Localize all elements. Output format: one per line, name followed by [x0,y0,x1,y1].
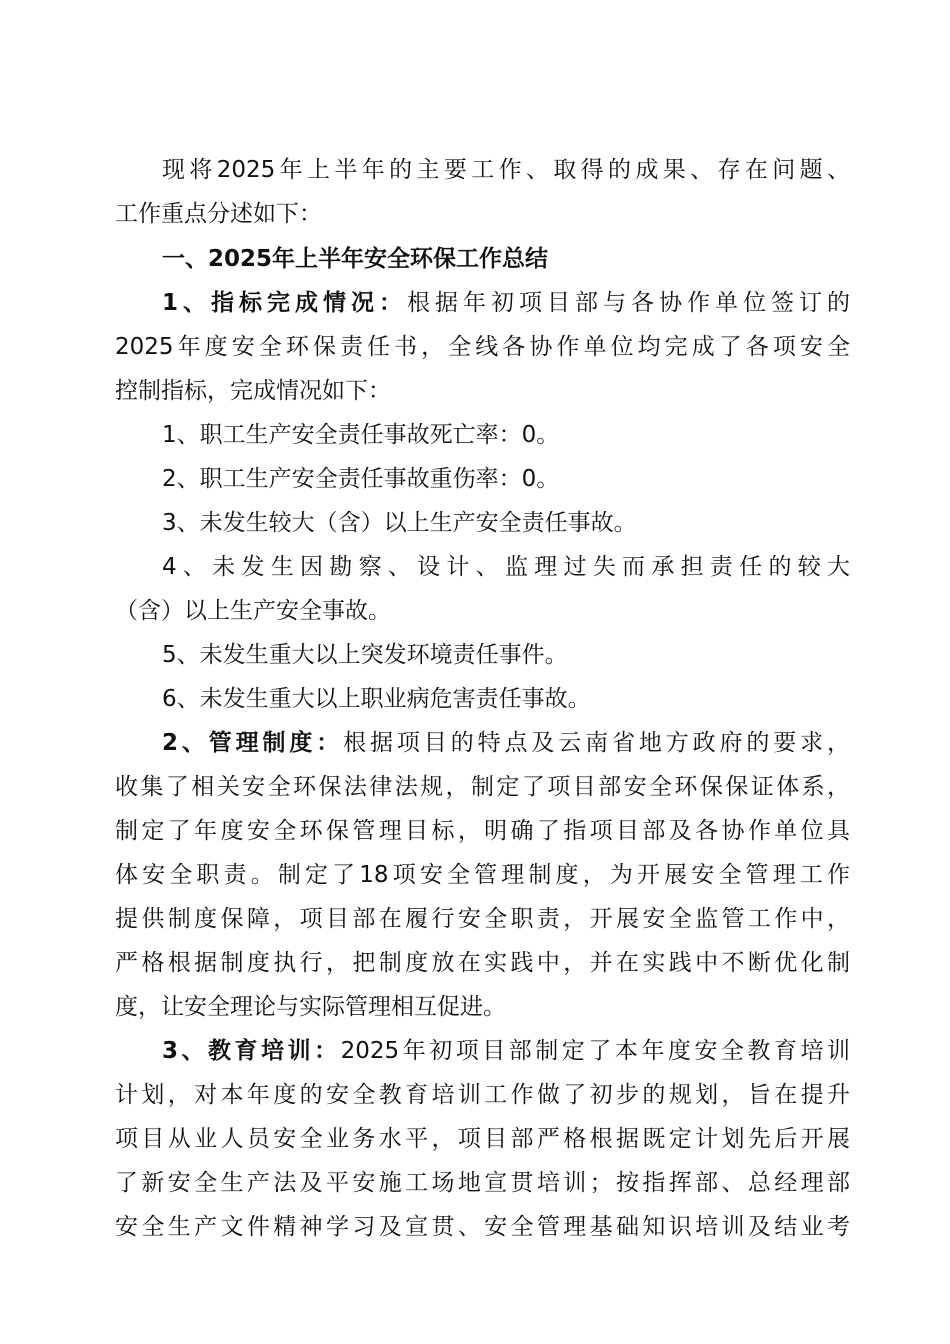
intro-line-1: 现将2025年上半年的主要工作、取得的成果、存在问题、 [162,157,850,183]
section1-line-2: 2025年度安全环保责任书，全线各协作单位均完成了各项安全 [115,334,850,360]
section2-line-1 [162,721,850,765]
list-item-4-cont: （含）以上生产安全事故。 [115,598,391,624]
list-item-1: 1、职工生产安全责任事故死亡率：0。 [162,422,560,448]
section2-line-1-text: 根据项目的特点及云南省地方政府的要求， [343,730,850,756]
section2-line-6: 严格根据制度执行，把制度放在实践中，并在实践中不断优化制 [115,950,850,976]
section1-line-1 [162,281,850,325]
section3-line-3: 项目从业人员安全业务水平，项目部严格根据既定计划先后开展 [115,1126,850,1152]
section3-line-2: 计划，对本年度的安全教育培训工作做了初步的规划，旨在提升 [115,1082,850,1108]
section1-line-3: 控制指标，完成情况如下： [115,378,391,404]
section3-line-5: 安全生产文件精神学习及宣贯、安全管理基础知识培训及结业考 [115,1214,850,1240]
list-item-3: 3、未发生较大（含）以上生产安全责任事故。 [162,510,637,536]
section2-line-2: 收集了相关安全环保法律法规，制定了项目部安全环保保证体系， [115,774,850,800]
section-heading: 一、2025年上半年安全环保工作总结 [162,246,549,272]
intro-line-2: 工作重点分述如下： [115,201,322,227]
section3-line-4: 了新安全生产法及平安施工场地宣贯培训；按指挥部、总经理部 [115,1170,850,1196]
section2-line-7: 度，让安全理论与实际管理相互促进。 [115,994,506,1020]
list-item-6: 6、未发生重大以上职业病危害责任事故。 [162,686,591,712]
list-item-4: 4、未发生因勘察、设计、监理过失而承担责任的较大 [162,554,850,580]
section3-line-1-text: 2025年初项目部制定了本年度安全教育培训 [340,1038,850,1064]
section2-line-5: 提供制度保障，项目部在履行安全职责，开展安全监管工作中， [115,906,850,932]
section2-line-3: 制定了年度安全环保管理目标，明确了指项目部及各协作单位具 [115,818,850,844]
section2-title: 2、管理制度： [162,730,344,756]
list-item-2: 2、职工生产安全责任事故重伤率：0。 [162,466,560,492]
section1-title: 1、指标完成情况： [162,290,407,316]
section3-title: 3、教育培训： [162,1038,341,1064]
section1-line-1-text: 根据年初项目部与各协作单位签订的 [407,290,850,316]
list-item-5: 5、未发生重大以上突发环境责任事件。 [162,642,568,668]
section3-line-1 [162,1029,850,1073]
section2-line-4: 体安全职责。制定了18项安全管理制度，为开展安全管理工作 [115,862,850,888]
